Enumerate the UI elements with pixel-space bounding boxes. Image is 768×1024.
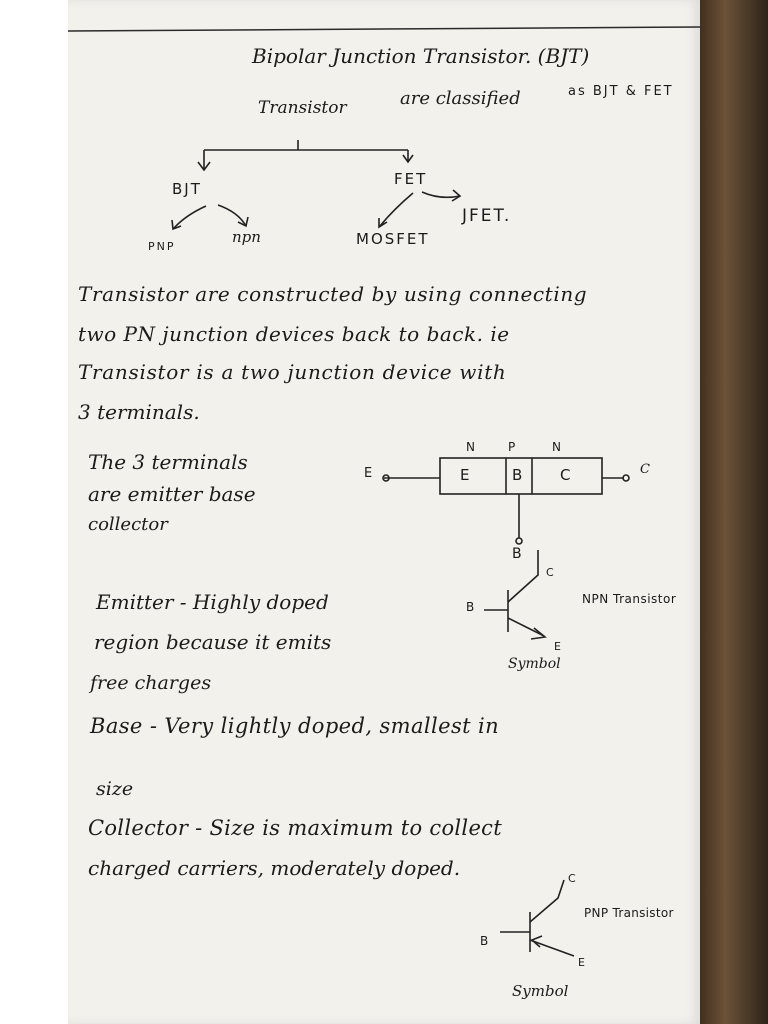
paragraph1-line4: 3 terminals. [78,400,200,424]
bjt-to-pnp [174,206,206,228]
junction-label-p: P [508,440,518,454]
page-title: Bipolar Junction Transistor. (BJT) [252,44,590,68]
terminal-b-label: B [512,546,524,562]
right-background [696,0,768,1024]
region-emitter: E [460,466,472,484]
junction-label-n2: N [552,440,563,454]
region-base: B [512,466,525,484]
pnp-symbol-label: Symbol [512,982,569,1000]
pnp-emitter-path [530,940,574,956]
base-line1: Base - Very lightly doped, smallest in [90,714,500,738]
pnp-collector-path [530,880,564,922]
tree-jfet: JFET. [462,206,512,226]
fet-to-jfet [422,192,460,197]
top-rule-line [68,27,700,31]
tree-bjt: BJT [172,180,202,198]
npn-symbol-label: Symbol [508,656,561,672]
emitter-line3: free charges [90,672,212,694]
terminal-c-label: C [640,462,650,477]
paragraph1-line2: two PN junction devices back to back. ie [78,322,510,346]
pnp-symbol-drawing [500,880,574,956]
emitter-line2: region because it emits [94,630,332,654]
terminals-line2: are emitter base [88,482,256,506]
paragraph1-line1: Transistor are constructed by using connecting [78,282,588,306]
intro-suffix: as BJT & FET [568,84,674,99]
pnp-c-label: C [568,872,578,885]
tree-mosfet: MOSFET [356,230,430,248]
fet-to-jfet-arrow [452,190,460,201]
notebook-page [68,0,700,1024]
base-lead-terminal [516,538,522,544]
pnp-emitter-arrow [532,936,542,947]
pnp-b-label: B [480,934,491,948]
npn-b-label: B [466,600,477,614]
npn-caption: NPN Transistor [582,592,677,606]
bjt-to-npn [218,205,246,226]
tree-pnp: PNP [148,240,176,253]
terminals-line1: The 3 terminals [88,450,248,474]
terminals-line3: collector [88,514,168,535]
pnp-e-label: E [578,956,587,969]
paragraph1-line3: Transistor is a two junction device with [78,360,507,384]
intro-middle: are classified [400,88,521,109]
npn-c-label: C [546,566,556,579]
intro-prefix: Transistor [258,98,347,118]
tree-fet: FET [394,170,428,188]
npn-symbol-drawing [484,550,545,639]
left-background [0,0,70,1024]
pnp-caption: PNP Transistor [584,906,674,920]
terminal-e-label: E [364,466,375,481]
fet-to-mosfet [380,193,413,226]
region-collector: C [560,466,573,484]
collector-line2: charged carriers, moderately doped. [88,856,461,880]
tree-npn: npn [232,228,261,246]
junction-label-n1: N [466,440,477,454]
collector-line1: Collector - Size is maximum to collect [88,816,502,840]
npn-emitter-path [508,618,544,636]
npn-block-diagram [383,458,629,544]
base-line2: size [96,778,134,800]
emitter-line1: Emitter - Highly doped [96,590,329,614]
npn-e-label: E [554,640,563,653]
